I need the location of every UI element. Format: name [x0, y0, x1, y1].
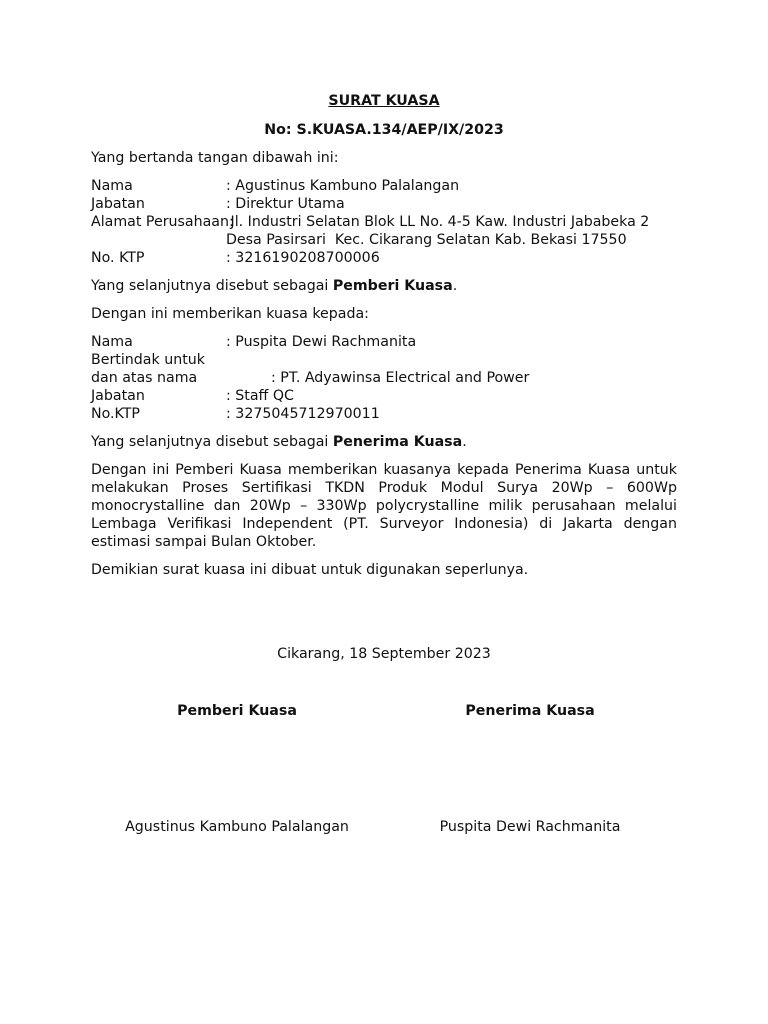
grantor-ktp-value: : 3216190208700006 [226, 250, 380, 266]
grantor-statement-suffix: . [452, 278, 458, 294]
grantor-role: Pemberi Kuasa [332, 278, 453, 294]
grantee-statement [91, 433, 467, 451]
grantor-nama-value: : Agustinus Kambuno Palalangan [226, 178, 460, 194]
grantee-role: Penerima Kuasa [332, 434, 463, 450]
body-paragraph: Dengan ini Pemberi Kuasa memberikan kuasanya kepada Penerima Kuasa untuk melakukan Proses Sertifikasi TKDN Produk Modul Surya 20Wp – 600Wp monocrystalline dan 20Wp – 330Wp polycrystalline milik perusahaan melalui Lembaga Verifikasi Independent (PT. Surveyor Indonesia) di Jakarta dengan estimasi sampai Bulan Oktober. [91, 462, 677, 550]
grantee-bertindak-value: : PT. Adyawinsa Electrical and Power [271, 370, 530, 386]
intro-text: Yang bertanda tangan dibawah ini: [91, 150, 339, 166]
grantor-alamat-line1: Jl. Industri Selatan Blok LL No. 4-5 Kaw. Industri Jababeka 2 [226, 214, 650, 230]
document-number: No: S.KUASA.134/AEP/IX/2023 [264, 122, 504, 138]
grantor-statement [91, 277, 457, 295]
grantee-nama-value: : Puspita Dewi Rachmanita [226, 334, 417, 350]
grantor-jabatan-value: : Direktur Utama [226, 196, 345, 212]
closing-text: Demikian surat kuasa ini dibuat untuk digunakan seperlunya. [91, 562, 529, 578]
signature-name-grantor: Agustinus Kambuno Palalangan [125, 819, 349, 835]
grantor-statement-prefix: Yang selanjutnya disebut sebagai [91, 278, 333, 294]
signature-label-grantee: Penerima Kuasa [465, 703, 595, 719]
grantor-nama-label: Nama [91, 178, 133, 194]
grantor-alamat-line2: Desa Pasirsari Kec. Cikarang Selatan Kab. Bekasi 17550 [226, 232, 627, 248]
grantee-ktp-label: No.KTP [91, 406, 140, 422]
grantee-bertindak-label-1: Bertindak untuk [91, 352, 205, 368]
grantee-nama-label: Nama [91, 334, 133, 350]
grantor-jabatan-label: Jabatan [91, 196, 145, 212]
grantee-jabatan-label: Jabatan [91, 388, 145, 404]
grantee-jabatan-value: : Staff QC [226, 388, 294, 404]
grantor-ktp-label: No. KTP [91, 250, 145, 266]
grantee-statement-suffix: . [462, 434, 467, 450]
grantee-statement-prefix: Yang selanjutnya disebut sebagai [91, 434, 333, 450]
grantee-bertindak-label-2: dan atas nama [91, 370, 198, 386]
signature-name-grantee: Puspita Dewi Rachmanita [439, 819, 621, 835]
grantee-ktp-value: : 3275045712970011 [226, 406, 380, 422]
place-date: Cikarang, 18 September 2023 [277, 646, 491, 662]
grant-intro-text: Dengan ini memberikan kuasa kepada: [91, 306, 369, 322]
grantor-alamat-label: Alamat Perusahaan: [91, 214, 234, 230]
document-title: SURAT KUASA [328, 93, 440, 109]
signature-label-grantor: Pemberi Kuasa [177, 703, 297, 719]
